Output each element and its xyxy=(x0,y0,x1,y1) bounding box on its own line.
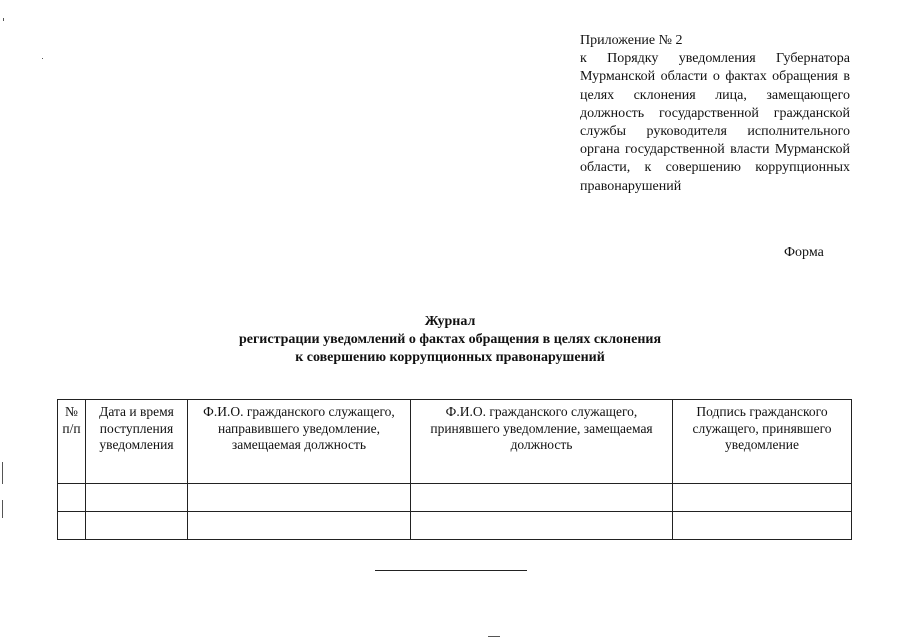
table-cell xyxy=(673,512,852,540)
table-row xyxy=(58,484,852,512)
journal-title-line-2: регистрации уведомлений о фактах обращения в целях склонения xyxy=(238,332,662,347)
table-cell xyxy=(188,484,411,512)
table-cell xyxy=(188,512,411,540)
table-row xyxy=(58,512,852,540)
table-cell xyxy=(673,484,852,512)
appendix-text: к Порядку уведомления Губернатора Мурманской области о фактах обращения в целях склонения лица, замещающего должность государственной гражданской службы руководителя исполнительного органа государственной власти Мурманской области, к совершению коррупционных правонарушений xyxy=(580,51,850,194)
appendix-block xyxy=(580,32,850,196)
scan-speck xyxy=(488,636,500,637)
header-sender-name: Ф.И.О. гражданского служащего, направившего уведомление, замещаемая должность xyxy=(188,400,411,484)
header-number: № п/п xyxy=(58,400,86,484)
appendix-heading: Приложение № 2 xyxy=(580,33,683,48)
journal-title xyxy=(150,313,750,367)
bottom-rule-line xyxy=(375,570,527,571)
scan-speck xyxy=(42,58,43,59)
table-cell xyxy=(86,484,188,512)
header-receiver-name: Ф.И.О. гражданского служащего, принявшего уведомление, замещаемая должность xyxy=(411,400,673,484)
scan-speck xyxy=(3,18,4,21)
scan-speck xyxy=(2,500,3,518)
table-header-row xyxy=(58,400,852,484)
table-cell xyxy=(58,512,86,540)
table-cell xyxy=(411,512,673,540)
header-receiver-signature: Подпись гражданского служащего, принявшего уведомление xyxy=(673,400,852,484)
journal-title-line-1: Журнал xyxy=(424,314,476,329)
table-cell xyxy=(58,484,86,512)
table-cell xyxy=(411,484,673,512)
table-cell xyxy=(86,512,188,540)
scan-speck xyxy=(2,462,3,484)
header-date-time: Дата и время поступления уведомления xyxy=(86,400,188,484)
form-label: Форма xyxy=(784,245,824,260)
journal-table xyxy=(57,399,852,540)
journal-title-line-3: к совершению коррупционных правонарушений xyxy=(295,350,605,365)
